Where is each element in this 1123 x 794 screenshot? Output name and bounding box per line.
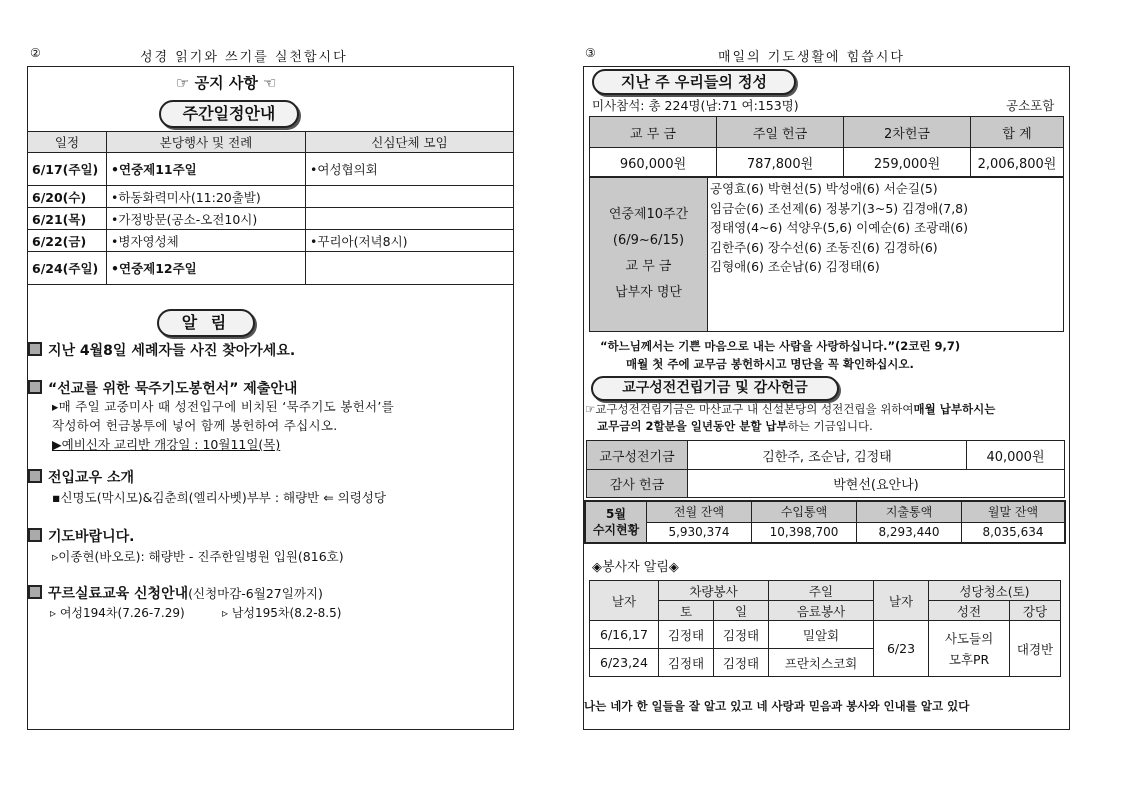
donor-label: 연중제10주간 (6/9~6/15) 교 무 금 납부자 명단 bbox=[608, 207, 689, 300]
notice-item: 기도바랍니다. bbox=[28, 526, 134, 546]
schedule-date: 6/24(주일) bbox=[28, 252, 107, 285]
donor-line: 임금순(6) 조선제(6) 정봉기(3~5) 김경애(7,8) bbox=[710, 200, 968, 216]
volunteer-header-date2: 날자 bbox=[874, 581, 929, 621]
volunteer-header-date: 날자 bbox=[590, 581, 659, 621]
schedule-header-date: 일정 bbox=[28, 132, 107, 153]
donor-line: 공영효(6) 박현선(5) 박성애(6) 서순길(5) bbox=[710, 181, 938, 196]
cleaning-date: 6/23 bbox=[874, 621, 929, 677]
table-row bbox=[28, 252, 514, 285]
fund-label: 감사 헌금 bbox=[587, 470, 688, 498]
schedule-date: 6/21(목) bbox=[28, 208, 107, 230]
volunteer-date: 6/23,24 bbox=[590, 649, 659, 677]
notice-text: ▹ 여성194차(7.26-7.29) bbox=[50, 606, 185, 620]
finance-header: 전월 잔액 bbox=[647, 501, 752, 522]
schedule-event: •병자영성체 bbox=[107, 230, 306, 252]
table-row bbox=[590, 621, 1061, 649]
volunteer-sat: 김정태 bbox=[659, 649, 714, 677]
volunteer-header-drinks: 주일 bbox=[769, 581, 874, 601]
finance-value: 5,930,374 bbox=[647, 522, 752, 543]
building-fund-table bbox=[586, 440, 1065, 498]
finance-label: 5월 수지현황 bbox=[585, 501, 647, 543]
table-row bbox=[587, 441, 1065, 470]
volunteer-header-drinks: 음료봉사 bbox=[769, 601, 874, 621]
volunteer-date: 6/16,17 bbox=[590, 621, 659, 649]
offering-header: 합 계 bbox=[971, 117, 1064, 148]
finance-table bbox=[584, 500, 1066, 544]
notice-text: ▸매 주일 교중미사 때 성전입구에 비치된 ‘묵주기도 봉헌서’를 bbox=[52, 399, 395, 414]
attendance-text: 미사참석: 총 224명(남:71 여:153명) bbox=[592, 98, 799, 113]
cleaning-sanctuary: 사도들의 모후PR bbox=[929, 621, 1010, 677]
notice-text: ▶예비신자 교리반 개강일 : 10월11일(목) bbox=[52, 437, 281, 452]
finance-value: 8,293,440 bbox=[857, 522, 962, 543]
bullet-square-icon bbox=[28, 528, 42, 542]
building-fund-text: ☞교구성전건립기금은 마산교구 내 신설본당의 성전건립을 위하여매월 납부하시는 bbox=[585, 402, 996, 416]
schedule-header-group: 신심단체 모임 bbox=[306, 132, 514, 153]
schedule-event: •연중제11주일 bbox=[107, 153, 306, 186]
right-page-title: 매일의 기도생활에 힘씁시다 bbox=[718, 50, 905, 65]
finance-value: 10,398,700 bbox=[752, 522, 857, 543]
schedule-header-event: 본당행사 및 전례 bbox=[107, 132, 306, 153]
right-page-number: ③ bbox=[585, 46, 596, 60]
pointer-icon: ☞ bbox=[585, 402, 596, 416]
volunteer-title: ◈봉사자 알림◈ bbox=[592, 560, 679, 575]
reminder-text: 매월 첫 주에 교무금 봉헌하시고 명단을 꼭 확인하십시오. bbox=[626, 357, 914, 371]
bullet-square-icon bbox=[28, 342, 42, 356]
bullet-square-icon bbox=[28, 380, 42, 394]
offering-header: 교 무 금 bbox=[590, 117, 717, 148]
notice-item: 지난 4월8일 세례자들 사진 찾아가세요. bbox=[28, 340, 295, 360]
volunteer-drinks: 밀알회 bbox=[769, 621, 874, 649]
notices-title: 알 림 bbox=[157, 309, 255, 337]
offering-value: 787,800원 bbox=[717, 148, 844, 177]
fund-amount: 40,000원 bbox=[967, 441, 1065, 470]
volunteer-sat: 김정태 bbox=[659, 621, 714, 649]
footer-quote: 나는 네가 한 일들을 잘 알고 있고 네 사랑과 믿음과 봉사와 인내를 알고 있다 bbox=[584, 699, 970, 713]
schedule-title: 주간일정안내 bbox=[159, 100, 299, 128]
table-row bbox=[28, 186, 514, 208]
offering-value: 2,006,800원 bbox=[971, 148, 1064, 177]
fund-label: 교구성전기금 bbox=[587, 441, 688, 470]
offering-value: 259,000원 bbox=[844, 148, 971, 177]
offering-header: 2차헌금 bbox=[844, 117, 971, 148]
volunteer-header-parking: 차량봉사 bbox=[659, 581, 769, 601]
bullet-square-icon bbox=[28, 585, 42, 599]
offering-value: 960,000원 bbox=[590, 148, 717, 177]
schedule-date: 6/17(주일) bbox=[28, 153, 107, 186]
cleaning-hall: 대경반 bbox=[1010, 621, 1061, 677]
table-row bbox=[28, 153, 514, 186]
left-page-title: 성경 읽기와 쓰기를 실천합시다 bbox=[140, 50, 348, 65]
donor-list bbox=[710, 179, 968, 277]
donor-line: 김형애(6) 조순남(6) 김정태(6) bbox=[710, 259, 880, 274]
volunteer-header-sat: 토 bbox=[659, 601, 714, 621]
volunteer-sun: 김정태 bbox=[714, 649, 769, 677]
offering-table bbox=[589, 116, 1064, 177]
schedule-group bbox=[306, 252, 514, 285]
notice-item: 전입교우 소개 bbox=[28, 467, 134, 487]
building-fund-title: 교구성전건립기금 및 감사헌금 bbox=[591, 376, 839, 401]
table-row bbox=[28, 230, 514, 252]
building-fund-text: 교무금의 2할분을 일년동안 분할 납부하는 기금입니다. bbox=[597, 419, 873, 433]
offering-header: 주일 헌금 bbox=[717, 117, 844, 148]
schedule-table bbox=[27, 131, 514, 285]
volunteer-header-sanctuary: 성전 bbox=[929, 601, 1010, 621]
volunteer-table bbox=[589, 580, 1061, 677]
notice-text: 작성하여 헌금봉투에 넣어 함께 봉헌하여 주십시오. bbox=[52, 418, 338, 433]
notice-title: ☞ 공지 사항 ☜ bbox=[176, 74, 277, 92]
notice-item: “선교를 위한 묵주기도봉헌서” 제출안내 bbox=[28, 378, 297, 398]
table-row bbox=[28, 208, 514, 230]
attendance-note: 공소포함 bbox=[1006, 98, 1055, 113]
schedule-event: •가정방문(공소-오전10시) bbox=[107, 208, 306, 230]
volunteer-header-sun: 일 bbox=[714, 601, 769, 621]
donor-line: 김한주(6) 장수선(6) 조동진(6) 김경하(6) bbox=[710, 239, 938, 255]
notice-text: ▪신명도(막시모)&김춘희(엘리사벳)부부 : 해량반 ⇐ 의령성당 bbox=[52, 490, 386, 505]
bullet-square-icon bbox=[28, 469, 42, 483]
volunteer-header-cleaning: 성당청소(토) bbox=[929, 581, 1061, 601]
schedule-date: 6/20(수) bbox=[28, 186, 107, 208]
notice-item: 꾸르실료교육 신청안내(신청마감-6월27일까지) bbox=[28, 583, 323, 603]
notice-text: ▹이종현(바오로): 해량반 - 진주한일병원 입원(816호) bbox=[52, 549, 344, 564]
finance-header: 지출통액 bbox=[857, 501, 962, 522]
schedule-group: •여성협의회 bbox=[306, 153, 514, 186]
volunteer-drinks: 프란치스코회 bbox=[769, 649, 874, 677]
finance-value: 8,035,634 bbox=[962, 522, 1066, 543]
schedule-group bbox=[306, 186, 514, 208]
fund-names: 김한주, 조순남, 김정태 bbox=[688, 441, 967, 470]
schedule-date: 6/22(금) bbox=[28, 230, 107, 252]
volunteer-header-hall: 강당 bbox=[1010, 601, 1061, 621]
schedule-group bbox=[306, 208, 514, 230]
quote-text: “하느님께서는 기쁜 마음으로 내는 사람을 사랑하십니다.”(2코린 9,7) bbox=[600, 339, 961, 353]
donor-line: 정태영(4~6) 석양우(5,6) 이예순(6) 조광래(6) bbox=[710, 220, 968, 235]
offering-title: 지난 주 우리들의 정성 bbox=[592, 69, 796, 95]
schedule-group: •꾸리아(저녁8시) bbox=[306, 230, 514, 252]
volunteer-sun: 김정태 bbox=[714, 621, 769, 649]
fund-names: 박현선(요안나) bbox=[688, 470, 1065, 498]
schedule-event: •연중제12주일 bbox=[107, 252, 306, 285]
notice-text: ▹ 남성195차(8.2-8.5) bbox=[222, 606, 342, 620]
schedule-event: •하동화력미사(11:20출발) bbox=[107, 186, 306, 208]
finance-header: 월말 잔액 bbox=[962, 501, 1066, 522]
left-page-number: ② bbox=[30, 46, 41, 60]
finance-header: 수입통액 bbox=[752, 501, 857, 522]
table-row bbox=[587, 470, 1065, 498]
